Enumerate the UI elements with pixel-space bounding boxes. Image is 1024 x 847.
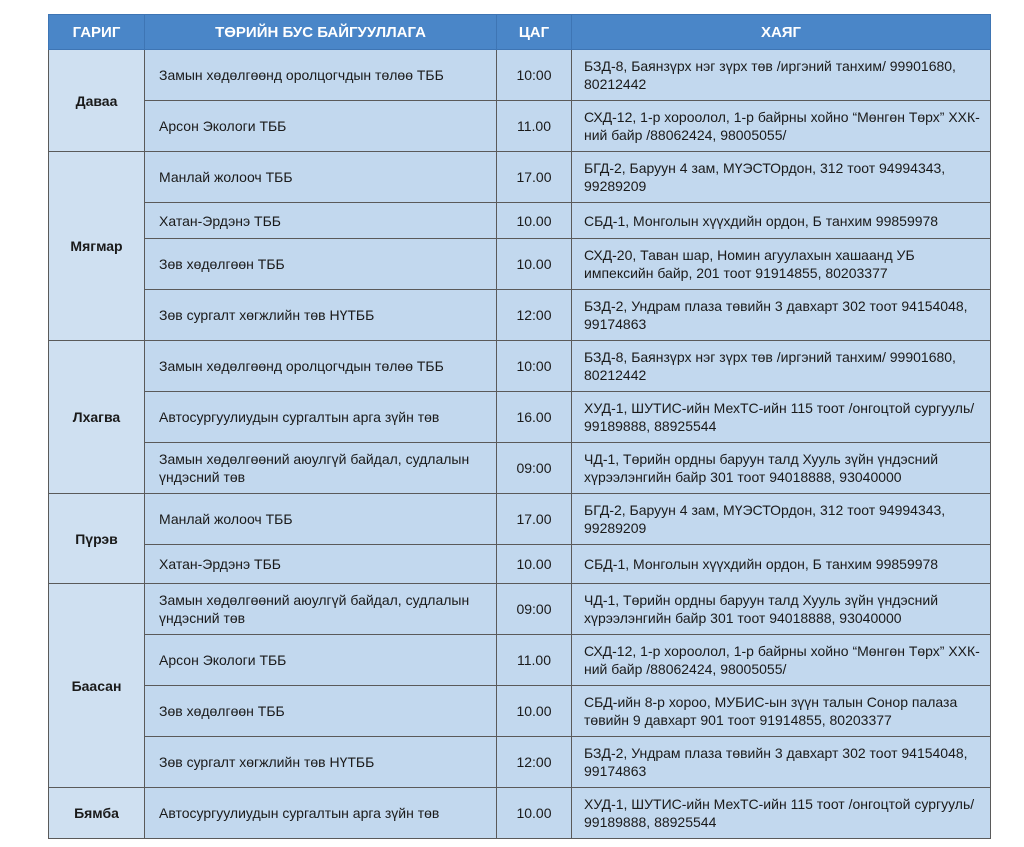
table-row xyxy=(49,686,991,737)
time-cell: 10.00 xyxy=(497,239,572,290)
table-row xyxy=(49,737,991,788)
org-cell: Зөв сургалт хөгжлийн төв НҮТББ xyxy=(145,737,497,788)
table-row xyxy=(49,239,991,290)
org-cell: Зөв хөдөлгөөн ТББ xyxy=(145,686,497,737)
org-cell: Зөв сургалт хөгжлийн төв НҮТББ xyxy=(145,290,497,341)
header-day: ГАРИГ xyxy=(49,15,145,50)
table-row xyxy=(49,203,991,239)
address-cell: СБД-1, Монголын хүүхдийн ордон, Б танхим 99859978 xyxy=(572,203,991,239)
table-row xyxy=(49,341,991,392)
org-cell: Хатан-Эрдэнэ ТББ xyxy=(145,203,497,239)
org-cell: Зөв хөдөлгөөн ТББ xyxy=(145,239,497,290)
address-cell: ЧД-1, Төрийн ордны баруун талд Хууль зүйн үндэсний хүрээлэнгийн байр 301 тоот 94018888, 93040000 xyxy=(572,584,991,635)
table-row xyxy=(49,545,991,584)
time-cell: 10.00 xyxy=(497,686,572,737)
address-cell: СХД-12, 1-р хороолол, 1-р байрны хойно “Мөнгөн Төрх” ХХК-ний байр /88062424, 98005055/ xyxy=(572,101,991,152)
address-cell: ХУД-1, ШУТИС-ийн МехТС-ийн 115 тоот /онгоцтой сургууль/ 99189888, 88925544 xyxy=(572,392,991,443)
table-row xyxy=(49,290,991,341)
table-row xyxy=(49,50,991,101)
table-row xyxy=(49,392,991,443)
time-cell: 09:00 xyxy=(497,584,572,635)
table-row xyxy=(49,152,991,203)
day-cell: Даваа xyxy=(49,50,145,152)
org-cell: Манлай жолооч ТББ xyxy=(145,152,497,203)
table-row xyxy=(49,443,991,494)
org-cell: Замын хөдөлгөөний аюулгүй байдал, судлалын үндэсний төв xyxy=(145,584,497,635)
header-org: ТӨРИЙН БУС БАЙГУУЛЛАГА xyxy=(145,15,497,50)
time-cell: 10:00 xyxy=(497,341,572,392)
header-time: ЦАГ xyxy=(497,15,572,50)
header-row xyxy=(49,15,991,50)
table-row xyxy=(49,494,991,545)
address-cell: БГД-2, Баруун 4 зам, МҮЭСТОрдон, 312 тоот 94994343, 99289209 xyxy=(572,494,991,545)
header-address: ХАЯГ xyxy=(572,15,991,50)
day-cell: Лхагва xyxy=(49,341,145,494)
table-row xyxy=(49,584,991,635)
org-cell: Замын хөдөлгөөнд оролцогчдын төлөө ТББ xyxy=(145,341,497,392)
day-cell: Баасан xyxy=(49,584,145,788)
address-cell: БГД-2, Баруун 4 зам, МҮЭСТОрдон, 312 тоот 94994343, 99289209 xyxy=(572,152,991,203)
org-cell: Замын хөдөлгөөнд оролцогчдын төлөө ТББ xyxy=(145,50,497,101)
address-cell: БЗД-8, Баянзүрх нэг зүрх төв /иргэний танхим/ 99901680, 80212442 xyxy=(572,341,991,392)
day-cell: Пүрэв xyxy=(49,494,145,584)
org-cell: Автосургуулиудын сургалтын арга зүйн төв xyxy=(145,392,497,443)
address-cell: СХД-20, Таван шар, Номин агуулахын хашаанд УБ импексийн байр, 201 тоот 91914855, 80203377 xyxy=(572,239,991,290)
time-cell: 16.00 xyxy=(497,392,572,443)
day-cell: Бямба xyxy=(49,788,145,839)
table-row xyxy=(49,788,991,839)
table-row xyxy=(49,635,991,686)
time-cell: 11.00 xyxy=(497,101,572,152)
time-cell: 12:00 xyxy=(497,737,572,788)
time-cell: 09:00 xyxy=(497,443,572,494)
time-cell: 17.00 xyxy=(497,152,572,203)
time-cell: 11.00 xyxy=(497,635,572,686)
time-cell: 17.00 xyxy=(497,494,572,545)
address-cell: БЗД-2, Ундрам плаза төвийн 3 давхарт 302 тоот 94154048, 99174863 xyxy=(572,290,991,341)
org-cell: Автосургуулиудын сургалтын арга зүйн төв xyxy=(145,788,497,839)
address-cell: ХУД-1, ШУТИС-ийн МехТС-ийн 115 тоот /онгоцтой сургууль/ 99189888, 88925544 xyxy=(572,788,991,839)
org-cell: Арсон Экологи ТББ xyxy=(145,635,497,686)
address-cell: СБД-ийн 8-р хороо, МУБИС-ын зүүн талын Сонор палаза төвийн 9 давхарт 901 тоот 91914855, 80203377 xyxy=(572,686,991,737)
time-cell: 10:00 xyxy=(497,50,572,101)
address-cell: СБД-1, Монголын хүүхдийн ордон, Б танхим 99859978 xyxy=(572,545,991,584)
org-cell: Хатан-Эрдэнэ ТББ xyxy=(145,545,497,584)
org-cell: Манлай жолооч ТББ xyxy=(145,494,497,545)
time-cell: 12:00 xyxy=(497,290,572,341)
time-cell: 10.00 xyxy=(497,545,572,584)
schedule-table xyxy=(48,14,991,839)
time-cell: 10.00 xyxy=(497,203,572,239)
table-row xyxy=(49,101,991,152)
address-cell: БЗД-2, Ундрам плаза төвийн 3 давхарт 302 тоот 94154048, 99174863 xyxy=(572,737,991,788)
time-cell: 10.00 xyxy=(497,788,572,839)
address-cell: БЗД-8, Баянзүрх нэг зүрх төв /иргэний танхим/ 99901680, 80212442 xyxy=(572,50,991,101)
address-cell: ЧД-1, Төрийн ордны баруун талд Хууль зүйн үндэсний хүрээлэнгийн байр 301 тоот 94018888, 93040000 xyxy=(572,443,991,494)
org-cell: Замын хөдөлгөөний аюулгүй байдал, судлалын үндэсний төв xyxy=(145,443,497,494)
address-cell: СХД-12, 1-р хороолол, 1-р байрны хойно “Мөнгөн Төрх” ХХК-ний байр /88062424, 98005055/ xyxy=(572,635,991,686)
day-cell: Мягмар xyxy=(49,152,145,341)
org-cell: Арсон Экологи ТББ xyxy=(145,101,497,152)
